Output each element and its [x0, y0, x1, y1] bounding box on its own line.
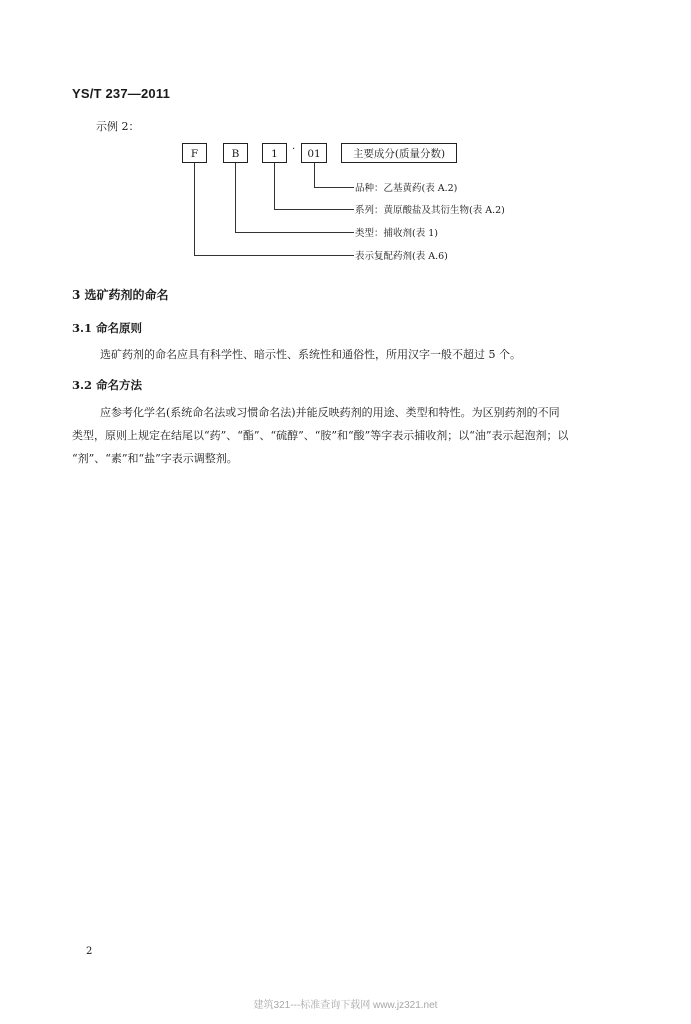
section-3-2-line-3: “剂”、“素”和“盐”字表示调整剂。 [72, 452, 238, 465]
legend-series: 系列：黄原酸盐及其衍生物(表 A.2) [355, 205, 505, 216]
section-3-2-line-1: 应参考化学名(系统命名法或习惯命名法)并能反映药剂的用途、类型和特性。为区别药剂的不同 [100, 406, 560, 419]
section-3-2-heading: 3.2 命名方法 [72, 378, 143, 392]
section-3-1-heading: 3.1 命名原则 [72, 321, 143, 335]
connector-f-vertical [194, 163, 195, 255]
code-box-1: 1 [262, 143, 287, 163]
connector-1-horizontal [274, 209, 354, 210]
example-label: 示例 2： [96, 120, 140, 133]
section-3-1-text: 选矿药剂的命名应具有科学性、暗示性、系统性和通俗性，所用汉字一般不超过 5 个。 [100, 348, 521, 361]
connector-1-vertical [274, 163, 275, 209]
document-id: YS/T 237—2011 [72, 86, 170, 101]
legend-variety: 品种：乙基黄药(表 A.2) [355, 183, 458, 194]
page-number: 2 [86, 946, 93, 957]
connector-01-horizontal [314, 187, 354, 188]
section-3-2-line-2: 类型，原则上规定在结尾以“药”、“酯”、“硫醇”、“胺”和“酸”等字表示捕收剂；以“油”表示起泡剂；以 [72, 429, 569, 442]
connector-01-vertical [314, 163, 315, 187]
connector-b-horizontal [235, 232, 354, 233]
code-box-f: F [182, 143, 207, 163]
legend-type: 类型：捕收剂(表 1) [355, 228, 438, 239]
legend-compound: 表示复配药剂(表 A.6) [355, 251, 448, 262]
connector-b-vertical [235, 163, 236, 232]
code-box-b: B [223, 143, 248, 163]
code-separator: · [292, 144, 296, 155]
code-box-component: 主要成分(质量分数) [341, 143, 457, 163]
watermark: 建筑321---标准查询下载网 www.jz321.net [253, 1000, 438, 1011]
connector-f-horizontal [194, 255, 354, 256]
section-3-heading: 3 选矿药剂的命名 [72, 288, 169, 302]
code-box-01: 01 [301, 143, 327, 163]
